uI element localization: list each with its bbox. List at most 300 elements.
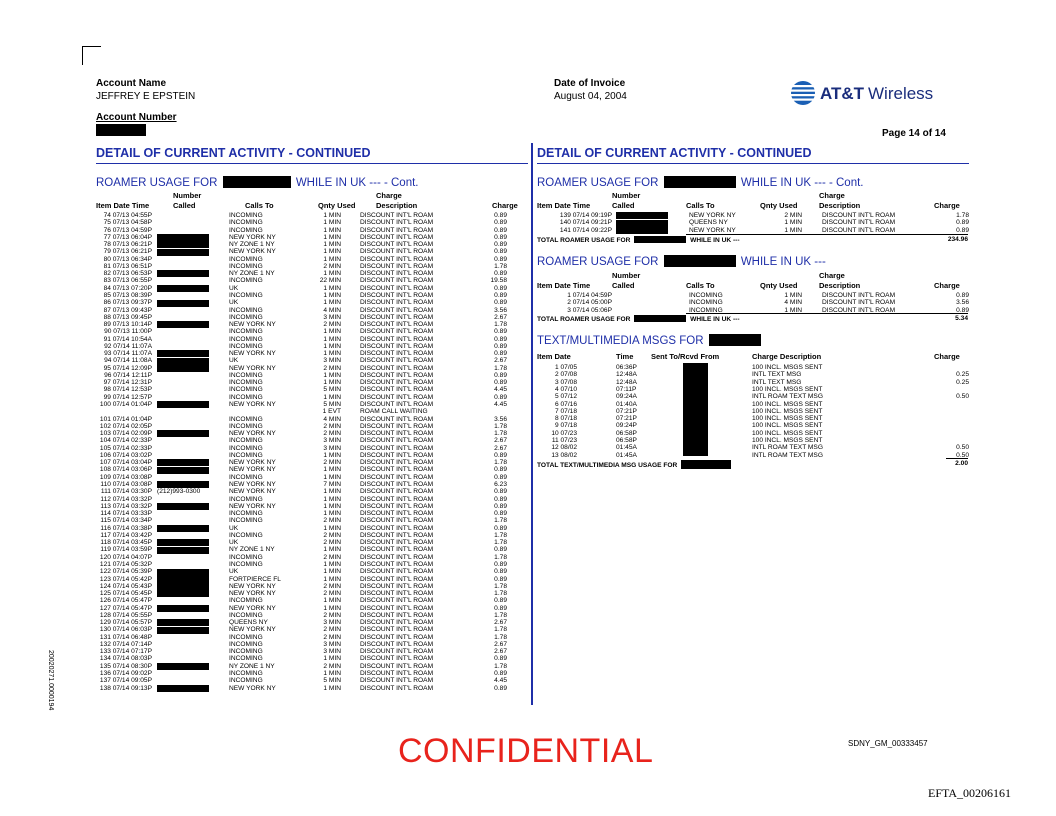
item-date-time: 81 07/13 06:51P xyxy=(103,262,152,270)
charge: 0.89 xyxy=(956,219,969,227)
table-row xyxy=(532,393,972,400)
number-called-redacted xyxy=(157,430,209,437)
item-date-time: 104 07/14 02:33P xyxy=(99,437,152,445)
table-row xyxy=(80,554,520,561)
calls-to: INCOMING xyxy=(229,386,263,394)
calls-to: NEW YORK NY xyxy=(689,212,736,219)
charge-description: 100 INCL. MSGS SENT xyxy=(752,407,823,415)
qty-used: 1 MIN xyxy=(323,371,341,379)
table-row xyxy=(532,379,972,386)
table-row xyxy=(80,546,520,553)
right1-total-redacted xyxy=(634,236,686,243)
charge: 0.89 xyxy=(494,488,507,496)
qty-used: 2 MIN xyxy=(323,531,341,539)
charge: 1.78 xyxy=(494,633,507,641)
table-row xyxy=(80,685,520,692)
item-date-time: 112 07/14 03:32P xyxy=(100,495,152,503)
qty-used: 1 MIN xyxy=(323,350,341,358)
left-head-number: Number xyxy=(173,191,202,200)
right1-underline xyxy=(686,234,968,235)
description: DISCOUNT INT'L ROAM xyxy=(360,560,434,568)
description: DISCOUNT INT'L ROAM xyxy=(360,284,434,292)
item-date-time: 80 07/13 06:34P xyxy=(103,255,152,263)
calls-to: NEW YORK NY xyxy=(229,248,276,256)
item-date-time: 136 07/14 09:02P xyxy=(99,670,152,677)
calls-to: NEW YORK NY xyxy=(229,430,276,438)
left-head-called: Called xyxy=(173,201,196,210)
side-document-id: 20020271.0000194 xyxy=(47,650,54,711)
item-date-time: 102 07/14 02:05P xyxy=(99,422,152,430)
item-date-time: 87 07/13 09:43P xyxy=(103,306,152,314)
table-row xyxy=(80,510,520,517)
table-row xyxy=(80,583,520,590)
table-row xyxy=(532,444,972,451)
right-roamer1-prefix: ROAMER USAGE FOR xyxy=(537,177,659,189)
description: DISCOUNT INT'L ROAM xyxy=(360,648,434,656)
table-row xyxy=(80,263,520,270)
description: DISCOUNT INT'L ROAM xyxy=(360,226,434,234)
charge: 0.89 xyxy=(494,291,507,299)
description: DISCOUNT INT'L ROAM xyxy=(360,350,434,358)
right2-underline xyxy=(686,313,968,314)
charge: 1.78 xyxy=(494,422,507,430)
calls-to: NEW YORK NY xyxy=(229,604,276,612)
charge: 0.89 xyxy=(494,226,507,234)
qty-used: 2 MIN xyxy=(323,539,341,547)
description: DISCOUNT INT'L ROAM xyxy=(360,415,434,423)
charge: 0.89 xyxy=(494,219,507,227)
qty-used: 1 MIN xyxy=(323,335,341,343)
qty-used: 3 MIN xyxy=(323,648,341,656)
table-row xyxy=(80,234,520,241)
description: DISCOUNT INT'L ROAM xyxy=(360,444,434,452)
description: DISCOUNT INT'L ROAM xyxy=(360,590,434,598)
description: DISCOUNT INT'L ROAM xyxy=(360,299,434,307)
table-row xyxy=(80,626,520,633)
calls-to: NEW YORK NY xyxy=(229,350,276,358)
item-date-time: 98 07/14 12:53P xyxy=(103,386,152,394)
item-date-time: 91 07/14 10:54A xyxy=(103,335,152,343)
calls-to: INCOMING xyxy=(229,313,263,321)
table-row xyxy=(80,648,520,655)
description: DISCOUNT INT'L ROAM xyxy=(360,480,434,488)
description: DISCOUNT INT'L ROAM xyxy=(360,241,434,249)
table-row xyxy=(80,459,520,466)
item-date-time: 2 07/14 05:00P xyxy=(567,299,612,307)
description: DISCOUNT INT'L ROAM xyxy=(360,328,434,336)
calls-to: NEW YORK NY xyxy=(229,590,276,598)
charge: 0.89 xyxy=(494,655,507,663)
number-called-redacted xyxy=(157,365,209,372)
table-row xyxy=(80,423,520,430)
charge: 0.89 xyxy=(494,604,507,612)
item-date-time: 100 07/14 01:04P xyxy=(99,401,152,409)
left-section-title: DETAIL OF CURRENT ACTIVITY - CONTINUED xyxy=(96,146,371,160)
charge: 3.56 xyxy=(494,415,507,423)
qty-used: 1 MIN xyxy=(323,284,341,292)
left-section-rule xyxy=(96,163,528,164)
item-date-time: 134 07/14 08:03P xyxy=(99,655,152,663)
description: DISCOUNT INT'L ROAM xyxy=(360,306,434,314)
right1-head-desc: Description xyxy=(819,201,861,210)
calls-to: NY ZONE 1 NY xyxy=(229,662,275,670)
calls-to: NY ZONE 1 NY xyxy=(229,270,275,278)
item-date-time: 138 07/14 09:13P xyxy=(99,684,152,692)
item-date-time: 103 07/14 02:09P xyxy=(99,430,152,438)
calls-to: INCOMING xyxy=(229,226,263,234)
confidential-stamp: CONFIDENTIAL xyxy=(398,732,654,770)
description: DISCOUNT INT'L ROAM xyxy=(360,495,434,503)
item-date-time: 129 07/14 05:57P xyxy=(99,619,152,627)
charge: 0.50 xyxy=(956,393,969,401)
charge: 0.89 xyxy=(494,270,507,278)
charge: 0.89 xyxy=(494,451,507,459)
description: DISCOUNT INT'L ROAM xyxy=(360,313,434,321)
number-called-redacted xyxy=(157,539,209,546)
time: 07:21P xyxy=(616,415,637,423)
calls-to: NEW YORK NY xyxy=(229,459,276,467)
left-head-charge: Charge xyxy=(492,201,518,210)
item-date-time: 116 07/14 03:38P xyxy=(100,524,152,532)
description: DISCOUNT INT'L ROAM xyxy=(360,451,434,459)
description: DISCOUNT INT'L ROAM xyxy=(360,582,434,590)
item-date-time: 77 07/13 06:04P xyxy=(103,233,152,241)
qty-used: 2 MIN xyxy=(323,364,341,372)
charge: 0.89 xyxy=(494,495,507,503)
description: DISCOUNT INT'L ROAM xyxy=(360,219,434,227)
description: DISCOUNT INT'L ROAM xyxy=(360,604,434,612)
right2-head-qty: Qnty Used xyxy=(760,281,798,290)
charge: 4.45 xyxy=(494,401,507,409)
description: DISCOUNT INT'L ROAM xyxy=(360,502,434,510)
table-row xyxy=(80,386,520,393)
charge: 0.89 xyxy=(494,560,507,568)
item-date-time: 128 07/14 05:55P xyxy=(99,611,152,619)
number-called-redacted xyxy=(616,220,668,227)
table-row xyxy=(80,408,520,415)
charge: 0.25 xyxy=(956,378,969,386)
calls-to: UK xyxy=(229,357,239,365)
right1-head-charge-top: Charge xyxy=(819,191,845,200)
qty-used: 2 MIN xyxy=(323,590,341,598)
item-date-time: 121 07/14 05:32P xyxy=(99,560,152,568)
calls-to: INCOMING xyxy=(229,422,263,430)
qty-used: 4 MIN xyxy=(323,306,341,314)
charge: 2.67 xyxy=(494,444,507,452)
item-date-time: 140 07/14 09:21P xyxy=(559,219,612,227)
item-date-time: 115 07/14 03:34P xyxy=(100,517,152,525)
left-head-qty: Qnty Used xyxy=(318,201,356,210)
number-called-redacted xyxy=(157,547,209,554)
table-row xyxy=(80,212,520,219)
charge: 2.67 xyxy=(494,619,507,627)
description: DISCOUNT INT'L ROAM xyxy=(360,437,434,445)
text-head-item: Item Date xyxy=(537,352,571,361)
number-called-redacted xyxy=(616,212,668,219)
calls-to: INCOMING xyxy=(229,371,263,379)
table-row xyxy=(80,488,520,495)
calls-to: NEW YORK NY xyxy=(229,401,276,409)
charge: 1.78 xyxy=(494,626,507,634)
table-row xyxy=(532,212,972,219)
number-called-redacted xyxy=(157,459,209,466)
table-row xyxy=(80,394,520,401)
table-row xyxy=(80,416,520,423)
calls-to: NEW YORK NY xyxy=(229,233,276,241)
efta-number: EFTA_00206161 xyxy=(928,786,1012,800)
table-row xyxy=(532,386,972,393)
qty-used: 1 MIN xyxy=(323,473,341,481)
item-date-time: 84 07/13 07:20P xyxy=(103,284,152,292)
qty-used: 2 MIN xyxy=(323,611,341,619)
calls-to: INCOMING xyxy=(229,415,263,423)
description: DISCOUNT INT'L ROAM xyxy=(360,662,434,670)
charge: 1.78 xyxy=(494,531,507,539)
calls-to: NY ZONE 1 NY xyxy=(229,546,275,554)
qty-used: 3 MIN xyxy=(323,357,341,365)
item-date: 7 07/18 xyxy=(555,407,577,415)
table-row xyxy=(80,525,520,532)
description: DISCOUNT INT'L ROAM xyxy=(360,619,434,627)
right2-head-charge-top: Charge xyxy=(819,271,845,280)
calls-to: INCOMING xyxy=(229,531,263,539)
item-date-time: 75 07/13 04:58P xyxy=(103,219,152,227)
item-date-time: 135 07/14 08:30P xyxy=(99,662,152,670)
table-row xyxy=(80,336,520,343)
time: 06:58P xyxy=(616,429,637,437)
number-called-redacted xyxy=(157,663,209,670)
right2-head-callsto: Calls To xyxy=(686,281,715,290)
charge: 1.78 xyxy=(494,611,507,619)
calls-to: NEW YORK NY xyxy=(689,226,736,234)
description: DISCOUNT INT'L ROAM xyxy=(360,270,434,278)
number-called-redacted xyxy=(157,627,209,634)
description: DISCOUNT INT'L ROAM xyxy=(822,219,896,227)
calls-to: NEW YORK NY xyxy=(229,582,276,590)
number-called: (212)993-0300 xyxy=(157,488,201,496)
description: DISCOUNT INT'L ROAM xyxy=(360,212,434,219)
account-name-label: Account Name xyxy=(96,78,167,89)
right1-head-callsto: Calls To xyxy=(686,201,715,210)
table-row xyxy=(532,227,972,234)
qty-used: 1 MIN xyxy=(323,248,341,256)
description: DISCOUNT INT'L ROAM xyxy=(360,531,434,539)
qty-used: 5 MIN xyxy=(323,677,341,685)
item-date-time: 107 07/14 03:04P xyxy=(99,459,152,467)
charge: 0.89 xyxy=(956,226,969,234)
account-name: JEFFREY E EPSTEIN xyxy=(96,91,196,102)
charge-description: 100 INCL. MSGS SENT xyxy=(752,385,823,393)
table-row xyxy=(80,328,520,335)
calls-to: INCOMING xyxy=(689,306,723,314)
description: DISCOUNT INT'L ROAM xyxy=(360,364,434,372)
qty-used: 2 MIN xyxy=(323,430,341,438)
calls-to: INCOMING xyxy=(229,648,263,656)
qty-used: 4 MIN xyxy=(784,299,802,307)
item-date-time: 113 07/14 03:32P xyxy=(100,502,152,510)
item-date-time: 105 07/14 02:33P xyxy=(99,444,152,452)
right2-head-desc: Description xyxy=(819,281,861,290)
calls-to: INCOMING xyxy=(229,611,263,619)
charge: 1.78 xyxy=(494,364,507,372)
calls-to: QUEENS NY xyxy=(229,619,268,627)
number-called-redacted xyxy=(157,590,209,597)
description: DISCOUNT INT'L ROAM xyxy=(360,248,434,256)
item-date-time: 83 07/13 06:55P xyxy=(103,277,152,285)
qty-used: 1 MIN xyxy=(323,233,341,241)
charge: 0.50 xyxy=(956,451,969,459)
qty-used: 1 MIN xyxy=(323,219,341,227)
charge: 6.23 xyxy=(494,480,507,488)
qty-used: 5 MIN xyxy=(323,401,341,409)
table-row xyxy=(80,634,520,641)
charge-description: 100 INCL. MSGS SENT xyxy=(752,429,823,437)
charge: 0.89 xyxy=(494,255,507,263)
charge: 1.78 xyxy=(494,553,507,561)
item-date-time: 108 07/14 03:06P xyxy=(99,466,152,474)
text-underline xyxy=(946,458,968,459)
qty-used: 2 MIN xyxy=(784,212,802,219)
calls-to: INCOMING xyxy=(229,335,263,343)
date-of-invoice: August 04, 2004 xyxy=(554,91,627,102)
time: 12:48A xyxy=(616,371,637,379)
right-roamer1-title xyxy=(537,176,864,189)
calls-to: INCOMING xyxy=(229,444,263,452)
qty-used: 3 MIN xyxy=(323,444,341,452)
charge: 0.89 xyxy=(956,292,969,299)
number-called-redacted xyxy=(157,285,209,292)
description: DISCOUNT INT'L ROAM xyxy=(360,335,434,343)
charge: 4.45 xyxy=(494,677,507,685)
right2-total-prefix: TOTAL ROAMER USAGE FOR xyxy=(537,316,631,323)
charge: 1.78 xyxy=(494,590,507,598)
item-date: 1 07/05 xyxy=(555,364,577,371)
charge: 0.89 xyxy=(494,284,507,292)
description: DISCOUNT INT'L ROAM xyxy=(360,466,434,474)
qty-used: 1 MIN xyxy=(323,510,341,518)
description: DISCOUNT INT'L ROAM xyxy=(360,422,434,430)
table-row xyxy=(80,401,520,408)
table-row xyxy=(80,270,520,277)
right1-head-item: Item Date Time xyxy=(537,201,591,210)
text-head-charge: Charge xyxy=(934,352,960,361)
charge-description: INTL TEXT MSG xyxy=(752,371,802,379)
number-called-redacted xyxy=(157,605,209,612)
table-row xyxy=(80,343,520,350)
right-roamer2-number-redacted xyxy=(664,255,736,267)
right1-total-label xyxy=(537,236,740,244)
calls-to: INCOMING xyxy=(229,219,263,227)
description: DISCOUNT INT'L ROAM xyxy=(360,575,434,583)
number-called-redacted xyxy=(157,358,209,365)
charge: 0.89 xyxy=(494,524,507,532)
description: DISCOUNT INT'L ROAM xyxy=(360,539,434,547)
item-date-time: 118 07/14 03:45P xyxy=(100,539,152,547)
qty-used: 1 MIN xyxy=(323,241,341,249)
charge: 1.78 xyxy=(494,430,507,438)
item-date-time: 125 07/14 05:45P xyxy=(99,590,152,598)
charge: 0.89 xyxy=(494,335,507,343)
charge: 0.89 xyxy=(494,510,507,518)
text-total-redacted xyxy=(681,460,731,469)
qty-used: 7 MIN xyxy=(323,480,341,488)
item-date-time: 76 07/13 04:59P xyxy=(103,226,152,234)
description: DISCOUNT INT'L ROAM xyxy=(822,306,896,314)
item-date: 4 07/10 xyxy=(555,385,577,393)
left-head-desc: Description xyxy=(376,201,418,210)
table-row xyxy=(532,299,972,306)
table-row xyxy=(80,503,520,510)
text-head-time: Time xyxy=(616,352,634,361)
qty-used: 1 MIN xyxy=(323,255,341,263)
calls-to: INCOMING xyxy=(229,517,263,525)
charge: 0.89 xyxy=(494,342,507,350)
table-row xyxy=(80,277,520,284)
qty-used: 1 MIN xyxy=(323,299,341,307)
calls-to: NEW YORK NY xyxy=(229,321,276,329)
item-date: 11 07/23 xyxy=(551,437,577,444)
charge: 0.25 xyxy=(956,371,969,379)
number-called-redacted xyxy=(157,685,209,692)
qty-used: 1 MIN xyxy=(323,546,341,554)
qty-used: 1 MIN xyxy=(323,604,341,612)
time: 07:11P xyxy=(616,385,637,393)
right1-head-called: Called xyxy=(612,201,635,210)
right2-head-charge: Charge xyxy=(934,281,960,290)
charge: 0.89 xyxy=(494,575,507,583)
charge: 2.67 xyxy=(494,437,507,445)
item-date-time: 109 07/14 03:08P xyxy=(99,473,152,481)
qty-used: 2 MIN xyxy=(323,662,341,670)
qty-used: 1 MIN xyxy=(323,393,341,401)
item-date-time: 130 07/14 06:03P xyxy=(99,626,152,634)
charge: 19.58 xyxy=(490,277,507,285)
calls-to: INCOMING xyxy=(229,379,263,387)
number-called-redacted xyxy=(157,321,209,328)
calls-to: INCOMING xyxy=(229,553,263,561)
table-row xyxy=(80,285,520,292)
right-roamer2-title xyxy=(537,255,826,268)
item-date-time: 3 07/14 05:06P xyxy=(567,306,612,314)
table-row xyxy=(532,364,972,371)
time: 01:45A xyxy=(616,444,637,452)
table-row xyxy=(80,641,520,648)
description: DISCOUNT INT'L ROAM xyxy=(360,473,434,481)
item-date-time: 86 07/13 09:37P xyxy=(103,299,152,307)
calls-to: UK xyxy=(229,524,239,532)
charge: 1.78 xyxy=(956,212,969,219)
calls-to: UK xyxy=(229,299,239,307)
description: DISCOUNT INT'L ROAM xyxy=(360,517,434,525)
table-row xyxy=(532,415,972,422)
item-date-time: 95 07/14 12:09P xyxy=(103,364,152,372)
charge-description: 100 INCL. MSGS SENT xyxy=(752,422,823,430)
description: DISCOUNT INT'L ROAM xyxy=(360,684,434,692)
left-roamer-prefix: ROAMER USAGE FOR xyxy=(96,177,218,189)
charge: 1.78 xyxy=(494,582,507,590)
charge: 0.89 xyxy=(494,233,507,241)
description: DISCOUNT INT'L ROAM xyxy=(360,386,434,394)
qty-used: 1 MIN xyxy=(323,466,341,474)
text-total-label xyxy=(537,460,733,469)
table-row xyxy=(80,663,520,670)
item-date-time: 133 07/14 07:17P xyxy=(99,648,152,656)
right-text-title xyxy=(537,334,763,347)
item-date-time: 78 07/13 06:21P xyxy=(103,241,152,249)
right1-head-charge: Charge xyxy=(934,201,960,210)
qty-used: 3 MIN xyxy=(323,619,341,627)
table-row xyxy=(80,299,520,306)
